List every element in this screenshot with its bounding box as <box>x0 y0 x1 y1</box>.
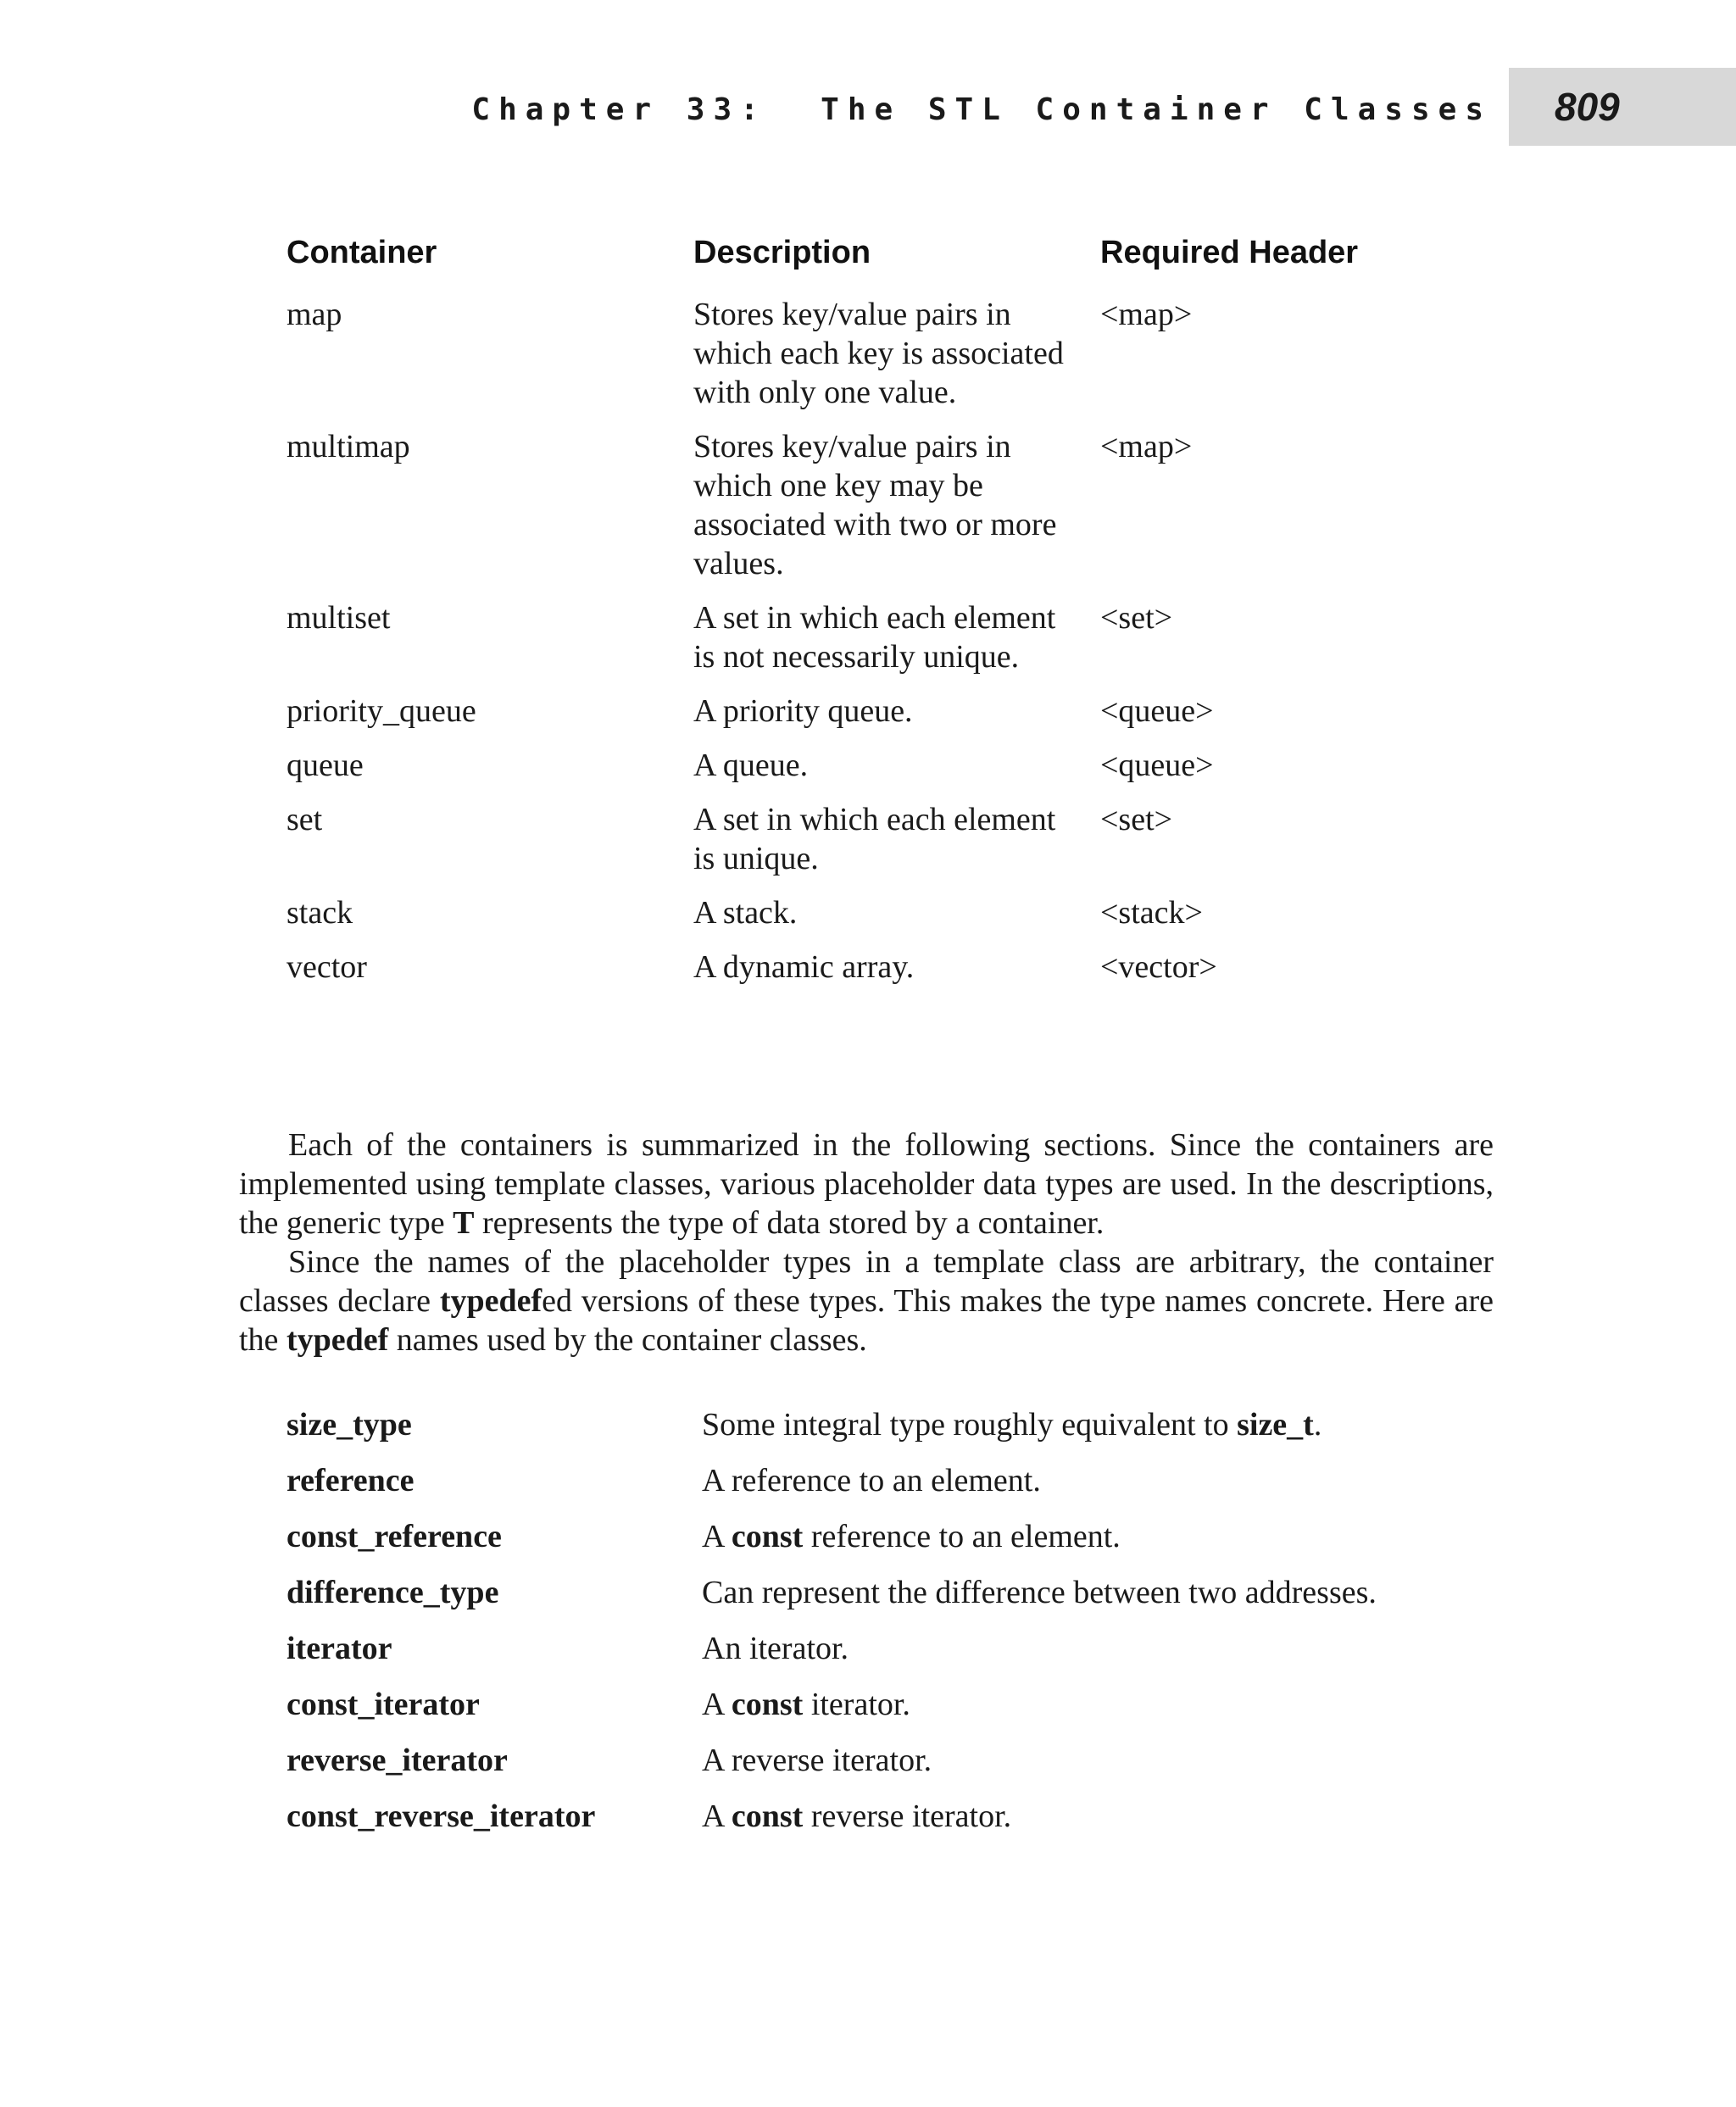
table-row <box>287 692 1473 731</box>
keyword-typedef: typedef <box>286 1322 389 1358</box>
container-header: <map> <box>1100 429 1193 464</box>
desc-text: iterator. <box>803 1687 910 1722</box>
desc-text: reverse iterator. <box>803 1798 1012 1834</box>
container-header: <vector> <box>1100 949 1217 985</box>
desc-keyword: const <box>731 1519 804 1554</box>
typedef-name: size_type <box>287 1407 412 1443</box>
container-description: Stores key/value pairs in which each key is associated with only one value. <box>693 297 1064 410</box>
typedef-description <box>702 1797 1473 1836</box>
column-header-required-header: Required Header <box>1100 235 1359 270</box>
table-row <box>287 1797 1473 1853</box>
desc-text: . <box>1313 1407 1322 1443</box>
table-row <box>287 1517 1473 1573</box>
typedef-name: difference_type <box>287 1575 499 1610</box>
paragraph-text: represents the type of data stored by a container. <box>474 1205 1104 1241</box>
table-row <box>287 893 1473 932</box>
typedef-name: const_reference <box>287 1519 502 1554</box>
paragraph-text: Since the names of the placeholder types in a template class are arbitrary, the container classes declare <box>239 1244 1494 1319</box>
typedef-name: iterator <box>287 1631 392 1666</box>
page-number-box <box>1509 68 1736 146</box>
container-header: <set> <box>1100 600 1173 636</box>
paragraph-typedef-intro <box>239 1243 1494 1359</box>
column-header-description: Description <box>693 235 871 270</box>
container-table <box>287 229 1473 1002</box>
container-header: <queue> <box>1100 693 1214 729</box>
table-row <box>287 1741 1473 1797</box>
desc-text: Some integral type roughly equivalent to <box>702 1407 1238 1443</box>
typedef-description <box>702 1685 1473 1724</box>
table-row <box>287 1573 1473 1629</box>
desc-text: A <box>702 1798 732 1834</box>
container-name: multimap <box>287 429 410 464</box>
desc-text: reference to an element. <box>803 1519 1121 1554</box>
typedef-name: reference <box>287 1463 415 1498</box>
table-row <box>287 800 1473 878</box>
table-row <box>287 295 1473 412</box>
table-row <box>287 1405 1473 1461</box>
container-name: map <box>287 297 342 332</box>
container-description: A priority queue. <box>693 693 913 729</box>
container-description: A stack. <box>693 895 798 931</box>
typedef-table <box>287 1405 1473 1853</box>
container-name: queue <box>287 748 364 783</box>
container-description: Stores key/value pairs in which one key may be associated with two or more values. <box>693 429 1057 581</box>
desc-text: Can represent the difference between two addresses. <box>702 1575 1377 1610</box>
container-header: <set> <box>1100 802 1173 837</box>
typedef-description <box>702 1405 1473 1444</box>
paragraph-containers-summary <box>239 1126 1494 1243</box>
container-description: A set in which each element is not necessarily unique. <box>693 600 1056 675</box>
desc-text: A <box>702 1687 732 1722</box>
typedef-name: const_iterator <box>287 1687 480 1722</box>
typedef-description <box>702 1629 1473 1668</box>
table-row <box>287 948 1473 987</box>
container-table-header-row <box>287 229 1473 295</box>
container-name: multiset <box>287 600 391 636</box>
desc-text: An iterator. <box>702 1631 849 1666</box>
table-row <box>287 746 1473 785</box>
container-header: <queue> <box>1100 748 1214 783</box>
container-header: <stack> <box>1100 895 1203 931</box>
container-name: stack <box>287 895 353 931</box>
typedef-name: reverse_iterator <box>287 1743 508 1778</box>
table-row <box>287 1685 1473 1741</box>
table-row <box>287 427 1473 583</box>
typedef-description <box>702 1741 1473 1780</box>
container-description: A queue. <box>693 748 809 783</box>
table-row <box>287 1629 1473 1685</box>
paragraph-text: Each of the containers is summarized in the following sections. Since the containers are implemented using template classes, various placeholder data types are used. In the descriptions, the generic type <box>239 1127 1494 1241</box>
generic-type-T: T <box>453 1205 475 1241</box>
desc-keyword: const <box>731 1798 804 1834</box>
column-header-container: Container <box>287 235 437 270</box>
keyword-typedef: typedef <box>439 1283 542 1319</box>
typedef-description <box>702 1517 1473 1556</box>
desc-text: A reference to an element. <box>702 1463 1041 1498</box>
page-number: 809 <box>1555 85 1620 129</box>
table-row <box>287 598 1473 676</box>
table-row <box>287 1461 1473 1517</box>
paragraph-text: names used by the container classes. <box>388 1322 867 1358</box>
container-name: vector <box>287 949 367 985</box>
desc-keyword: size_t <box>1237 1407 1314 1443</box>
running-head-title: Chapter 33: The STL Container Classes <box>471 92 1492 127</box>
container-name: priority_queue <box>287 693 476 729</box>
typedef-description <box>702 1461 1473 1500</box>
desc-keyword: const <box>731 1687 804 1722</box>
container-name: set <box>287 802 323 837</box>
desc-text: A reverse iterator. <box>702 1743 932 1778</box>
body-text <box>239 1126 1494 1359</box>
container-header: <map> <box>1100 297 1193 332</box>
paragraph-text: ed versions of these types. This makes the type names concrete. Here are the <box>239 1283 1494 1358</box>
container-description: A dynamic array. <box>693 949 915 985</box>
typedef-name: const_reverse_iterator <box>287 1798 596 1834</box>
desc-text: A <box>702 1519 732 1554</box>
typedef-description <box>702 1573 1473 1612</box>
container-description: A set in which each element is unique. <box>693 802 1056 876</box>
